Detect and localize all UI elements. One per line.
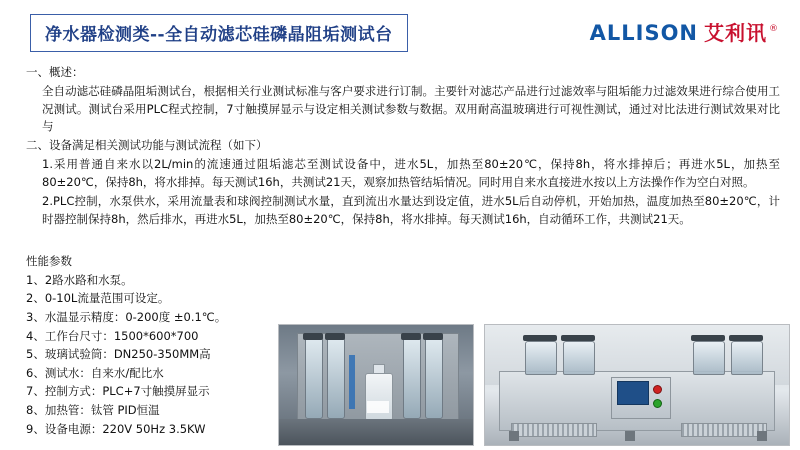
specs-and-photos: [0, 252, 800, 450]
title-box: [30, 14, 408, 52]
page-header: [0, 0, 800, 56]
section2-item-2: 2.PLC控制，水泵供水，采用流量表和球阀控制测试水量，直到流出水量达到设定值，进水5L后自动停机，开始加热，温度加热至80±20℃，计时器控制保持8h，然后排水，再进水5L，加热至80±20℃，保持8h，将水排掉。每天测试16h，自动循环工作，共测试21天。: [42, 193, 780, 226]
equipment-photo-left: [278, 324, 474, 446]
equipment-photo-right: [484, 324, 790, 446]
specs-heading: 性能参数: [26, 254, 72, 268]
glass-test-cylinder: [731, 341, 763, 375]
ventilation-grille: [511, 423, 597, 437]
spec-item: 8、加热管：钛管 PID恒温: [26, 403, 160, 417]
ventilation-grille: [681, 423, 767, 437]
cylinder-cap: [401, 333, 421, 340]
machine-foot: [757, 431, 767, 441]
bottle-label: [367, 401, 389, 413]
photo-left-floor: [279, 419, 473, 445]
spec-item: 1、2路水路和水泵。: [26, 272, 133, 287]
glass-test-cylinder: [563, 341, 595, 375]
photo-gallery: [278, 324, 790, 446]
glass-test-cylinder: [693, 341, 725, 375]
spec-item: 5、玻璃试验筒：DN250-350MM高: [26, 347, 211, 362]
spec-item: 3、水温显示精度：0-200度 ±0.1℃。: [26, 309, 227, 324]
glass-test-cylinder: [305, 337, 323, 419]
section2-heading: 二、设备满足相关测试功能与测试流程（如下）: [26, 138, 268, 153]
section1-paragraph: 全自动滤芯硅磷晶阻垢测试台，根据相关行业测试标准与客户要求进行订制。主要针对滤芯产品进行过滤效率与阻垢能力过滤效果进行综合使用工况测试。测试台采用PLC程式控制，7寸触摸屏显示与设定相关测试参数与数据。双用耐高温玻璃进行可视性测试，通过对比法进行测试效果对比与: [42, 83, 780, 134]
water-filter-bottle: [365, 373, 393, 421]
section2-item-1: 1.采用普通自来水以2L/min的流速通过阻垢滤芯至测试设备中，进水5L，加热至80±20℃，保持8h，将水排掉后；再进水5L，加热至80±20℃，保持8h，将水排掉。每天测试16h，共测试21天，观察加热管结垢情况。同时用自来水直接进水按以上方法操作作为空白对照。: [42, 157, 780, 189]
spec-item: 7、控制方式：PLC+7寸触摸屏显示: [26, 384, 210, 399]
machine-foot: [625, 431, 635, 441]
cylinder-cap: [325, 333, 345, 340]
page-title: 净水器检测类--全自动滤芯硅磷晶阻垢测试台: [45, 25, 393, 45]
emergency-stop-button: [653, 385, 662, 394]
touchscreen-display: [617, 381, 649, 405]
brand-name-cn: 艾利讯: [704, 21, 767, 45]
glass-test-cylinder: [425, 337, 443, 419]
registered-trademark-icon: ®: [769, 24, 778, 34]
brand-name-en: ALLISON: [589, 21, 698, 45]
start-button: [653, 399, 662, 408]
glass-test-cylinder: [525, 341, 557, 375]
machine-foot: [509, 431, 519, 441]
cylinder-cap: [423, 333, 443, 340]
description-body: [26, 64, 780, 229]
cylinder-cap: [303, 333, 323, 340]
section1-heading: 一、概述：: [26, 65, 84, 79]
specs-list: [26, 252, 276, 438]
brand-logo: [590, 17, 778, 46]
spec-item: 4、工作台尺寸：1500*600*700: [26, 328, 199, 343]
blue-pipe: [349, 355, 355, 409]
spec-item: 9、设备电源：220V 50Hz 3.5KW: [26, 421, 206, 436]
spec-item: 6、测试水：自来水/配比水: [26, 365, 164, 380]
spec-item: 2、0-10L流量范围可设定。: [26, 291, 170, 306]
glass-test-cylinder: [327, 337, 345, 419]
glass-test-cylinder: [403, 337, 421, 419]
